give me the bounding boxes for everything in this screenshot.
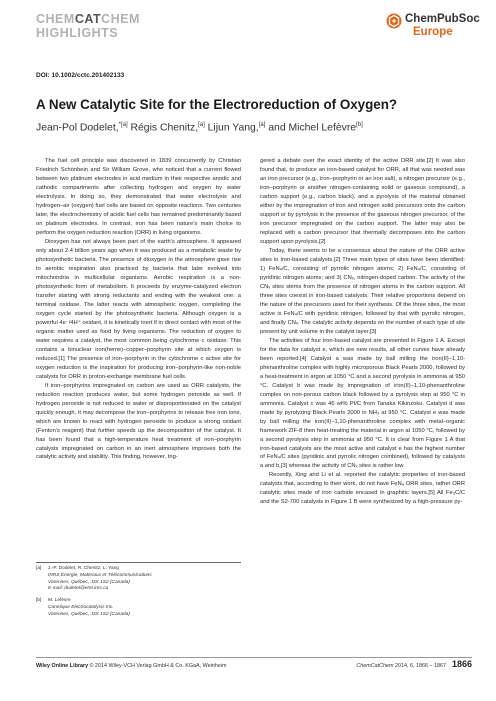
affiliation-line bbox=[36, 586, 241, 593]
body-paragraph: If iron–porphyrins impregnated on carbon are used as ORR catalysts, the reduction reaction produces water, but some hydrogen peroxide as well. If hydrogen peroxide is not reduced to water or disproportionated on the catalyst quickly enough, it may decompose the iron–porphyrins to release free iron ions, which are known to react with hydrogen peroxide to produce a strong oxidant (Fenton’s reagent) that further speeds up the decomposition of the catalyst. It has been found that a high-temperature heat treatment of iron–porphyrin catalysts impregnated on carbon in an inert atmosphere improves both the catalytic activity and stability. This finding, however, trig- bbox=[36, 382, 241, 461]
publisher-logo bbox=[386, 12, 480, 46]
affiliation-line bbox=[36, 612, 241, 619]
affiliations bbox=[36, 562, 241, 619]
affiliation-line bbox=[36, 573, 241, 580]
affiliation-text: Varennes, Québec, J3X 1S2 (Canada) bbox=[48, 611, 130, 617]
body-paragraph: Today, there seems to be a consensus about the nature of the ORR active sites in iron-based catalysts.[2] Three main types of sites have been identified: 1) FeN₄/C, consisting of pyrrolic nitrogen atoms; 2) FeN₄/C, consisting of pyridinic nitrogen atoms; and 3) CNₓ, nitrogen-doped carbon. The activity of the CNₓ sites stems from the presence of nitrogen atoms in the carbon support. All three sites coexist in iron-based catalysts. Their relative proportions depend on the nature of the precursors used for their synthesis. Of the three sites, the most active is FeN₄/C with pyridinic nitrogen, followed by that with pyrrolic nitrogen, and finally CNₓ. The catalytic activity depends on the number of each type of site present by unit volume in the catalyst layer.[3] bbox=[260, 247, 465, 335]
publisher-region: Europe bbox=[413, 26, 453, 38]
journal-header bbox=[36, 12, 480, 48]
wiley-online-library-link[interactable]: Wiley Online Library bbox=[36, 663, 89, 669]
author-name: Régis Chenitz, bbox=[130, 122, 199, 134]
affiliation-line bbox=[36, 598, 241, 605]
affiliation-text: INRS Énergie, Matériaux et Télécommunications bbox=[48, 572, 152, 578]
author-name: Jean-Pol Dodelet, bbox=[36, 122, 119, 134]
author-affiliation-mark: [b] bbox=[356, 122, 363, 128]
affiliation-tag: [b] bbox=[36, 598, 42, 604]
affiliation-text: Canetique Electrocatalysis Inc. bbox=[48, 604, 114, 610]
doi: DOI: 10.1002/cctc.201402133 bbox=[36, 72, 125, 79]
author-affiliation-mark: [a] bbox=[198, 122, 205, 128]
body-paragraph: gered a debate over the exact identity of the active ORR site.[2] It was also found that, to produce an iron-based catalyst for ORR, all that was needed was an iron precursor (e.g., iron–porphyrin or an iron salt), a nitrogen precursor (e.g., iron–porphyrin or another nitrogen-containing solid or gaseous compound), a carbon support (e.g., carbon black), and a pyrolysis of the material obtained either by the impregnation of iron and nitrogen solid precursors onto the carbon support or by pyrolysis in the presence of the gaseous nitrogen precursor, of the iron precursor impregnated on the carbon support. The latter may also be replaced with a carbon precursor that thermally decomposes into the carbon support upon pyrolysis.[2] bbox=[260, 158, 465, 245]
affiliation-line bbox=[36, 605, 241, 612]
page-footer bbox=[36, 657, 472, 674]
publisher-name: ChemPubSoc bbox=[405, 13, 480, 25]
author-affiliation-mark: *[a] bbox=[118, 122, 128, 128]
author-affiliation-mark: [a] bbox=[258, 122, 266, 128]
affiliation-line bbox=[36, 566, 241, 573]
body-paragraph: Recently, Xing and Li et al. reported the catalytic properties of iron-based catalysts that, according to their work, do not have FeN₄ ORR sites, rather ORR catalytic sites made of iron carbide encased in graphitic layers.[5] All Fe₃C/C and the S2-700 catalysts in Figure 1 B were synthesized by a high-pressure py- bbox=[260, 472, 465, 506]
section-label: HIGHLIGHTS bbox=[36, 26, 119, 40]
affiliation-text: M. Lefèvre bbox=[48, 598, 71, 604]
body-paragraph: The activities of four iron-based catalyst are presented in Figure 1 A. Except for the data for catalyst e, which are new results, all other curves have already been reported.[4] Catalyst a was made by ball milling the iron(II)–1,10-phenanthroline complex with highly microporous Black Pearls 2000, followed by a heat-treatment in argon at 1050 °C and a second pyrolysis in ammonia at 950 °C. Catalyst b was made by impregnation of iron(II)–1,10-phenanthroline complex on non-porous carbon black followed by a pyrolysis step at 950 °C in ammonia. Catalyst c was 46 wt% Pt/C from Tanaka Kikinzoku. Catalyst d was made by pyrolyzing Black Pearls 2000 in NH₃ at 950 °C. Catalyst e was made by ball milling the iron(II)–1,10-phenanthroline complex with metal–organic framework ZIF-8 then heat-treating the material in argon at 1050 °C, followed by a second pyrolysis step in ammonia at 950 °C. It is clear from Figure 1 A that iron-based catalysts are the most active and catalyst e has the highest number of FeN₄/C sites (pyridinic and pyrrolic nitrogen combined), followed by catalysts a and b,[3] whereas the activity of CNₓ sites is rather low. bbox=[260, 337, 465, 470]
affiliation-text[interactable]: E-mail: dodelet@emt.inrs.ca bbox=[48, 586, 109, 592]
footer-citation: ChemCatChem 2014, 6, 1866 – 1867 bbox=[356, 663, 446, 669]
article-title: A New Catalytic Site for the Electroreduction of Oxygen? bbox=[36, 97, 398, 112]
body-paragraph: Dioxygen has not always been part of the earth’s atmosphere. It appeared only about 2.4 billion years ago when it was produced as a metabolic waste by photosynthetic bacteria. The presence of dioxygen in the atmosphere gave rise to aerobic respiration also practiced by bacteria that later evolved into mitochondria in multicellular organisms. Aerobic respiration is a non-photosynthetic form of metabolism. It proceeds by enzyme-catalyzed electron transfer starting with strong reductants and ending with the weakest one: a terminal oxidase. The latter reacts with atmospheric oxygen, completing the oxygen cycle started by the photosynthetic bacteria. Although oxygen is a powerful 4e⁻/4H⁺ oxidant, it is kinetically inert if in direct contact with most of the organic matter used as food by living organisms. The reduction of oxygen to water requires a catalyst, the most common being cytochrome c oxidase. This contains a binuclear iron(heme)–copper–porphyrin site at which oxygen is reduced.[1] The presence of iron–porphyrin in the cytochrome c active site for oxygen reduction is the inspiration for producing iron–porphyrin-like non-noble catalysts for ORR in proton-exchange membrane fuel cells. bbox=[36, 238, 241, 380]
affiliation-text: Varennes, Québec, J3X 1S2 (Canada) bbox=[48, 579, 130, 585]
journal-name: CHEMCATCHEM bbox=[36, 12, 140, 26]
affiliation-text: J.-P. Dodelet, R. Chenitz, L. Yang bbox=[48, 566, 119, 571]
body-column-right bbox=[260, 157, 465, 507]
affiliation-tag: [a] bbox=[36, 566, 42, 571]
body-column-left bbox=[36, 157, 241, 462]
author-name: Lijun Yang, bbox=[207, 122, 259, 134]
author-name: and Michel Lefèvre bbox=[268, 122, 357, 134]
author-list bbox=[36, 118, 476, 135]
footer-publisher: Wiley Online Library © 2014 Wiley-VCH Verlag GmbH & Co. KGaA, Weinheim bbox=[36, 663, 227, 669]
body-paragraph: The fuel cell principle was discovered in 1839 concurrently by Christian Friedrich Schönbein and Sir William Grove, who noticed that a current flowed between two platinum electrodes in acid medium in their respective anodic and cathodic compartments after collecting hydrogen and oxygen by water electrolysis. In doing so, they demonstrated that water electrolysis and hydrogen–air (oxygen) fuel cells are based on opposite reactions. Two centuries later, the electrochemistry of acidic fuel cells has remained predominantly based on platinum electrodes. In contrast, iron has been nature’s main choice to perform the oxygen reduction reaction (ORR) in living organisms. bbox=[36, 158, 241, 236]
chempubsoc-logo-icon bbox=[386, 13, 402, 29]
page-number: 1866 bbox=[451, 659, 472, 669]
